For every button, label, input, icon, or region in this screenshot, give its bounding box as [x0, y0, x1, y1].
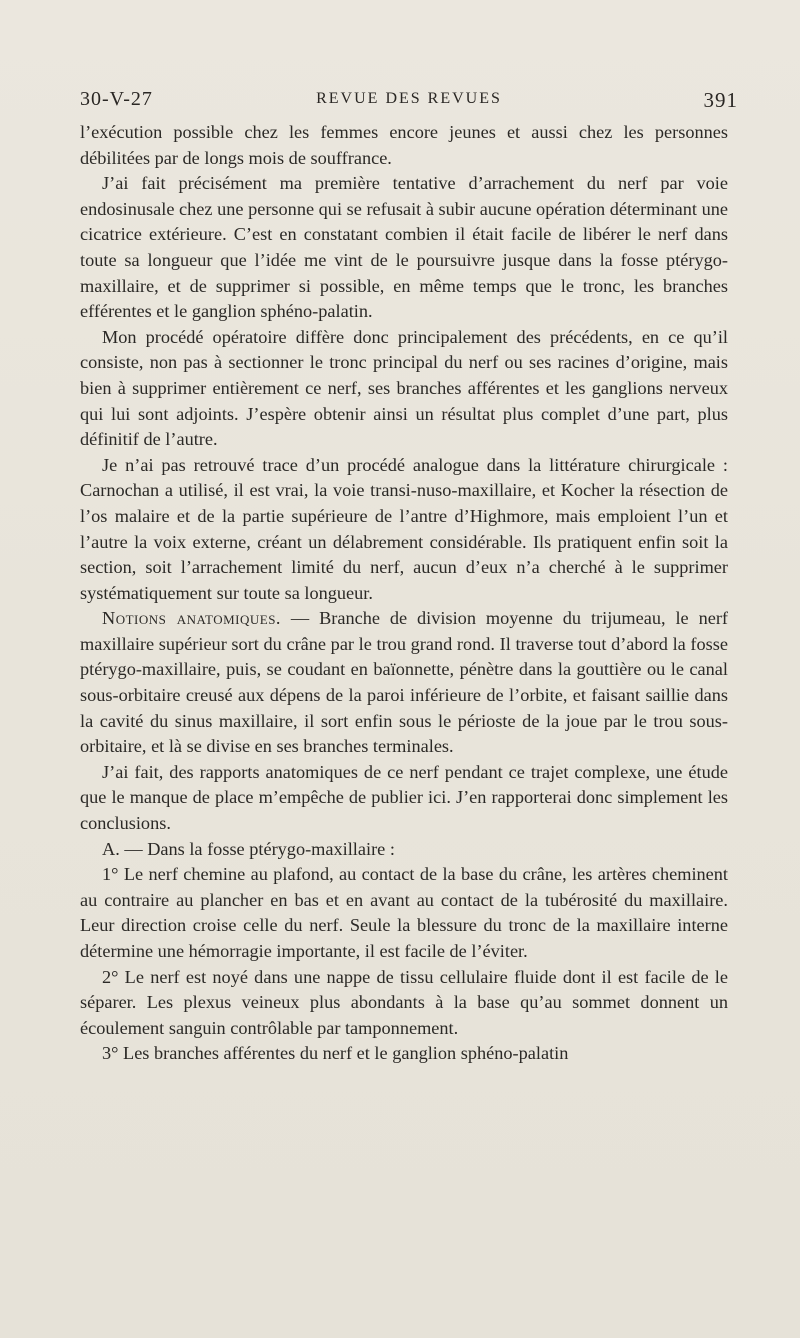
- paragraph: Je n’ai pas retrouvé trace d’un procédé analogue dans la littérature chirurgicale : Carnochan a utilisé, il est vrai, la voie transi-nuso-maxillaire, et Kocher la résection de l’os malaire et de la partie supérieure de l’antre d’Highmore, mais emploient l’un et l’autre la voix externe, créant un délabrement considérable. Ils pratiquent enfin soit la section, soit l’arrachement limité du nerf, aucun d’eux n’a cherché à le supprimer systématiquement sur toute sa longueur.: [80, 454, 728, 603]
- running-header: [80, 88, 738, 114]
- paragraph-text: — Branche de division moyenne du trijumeau, le nerf maxillaire supérieur sort du crâne par le trou grand rond. Il traverse tout d’abord la fosse ptérygo-maxillaire, puis, se coudant en baïonnette, pénètre dans la gouttière ou le canal sous-orbitaire creusé aux dépens de la paroi inférieure de l’orbite, et faisant saillie dans la cavité du sinus maxillaire, il sort enfin sous le périoste de la joue par le trou sous-orbitaire, et là se divise en ses branches terminales.: [80, 608, 728, 757]
- paragraph: 2° Le nerf est noyé dans une nappe de tissu cellulaire fluide dont il est facile de le séparer. Les plexus veineux plus abondants à la base qu’au sommet donnent un écoulement sanguin contrôlable par tamponnement.: [80, 966, 728, 1038]
- running-title: REVUE DES REVUES: [316, 90, 502, 107]
- paragraph: l’exécution possible chez les femmes encore jeunes et aussi chez les personnes débilitées par de longs mois de souffrance.: [80, 122, 728, 168]
- paragraph: 3° Les branches afférentes du nerf et le ganglion sphéno-palatin: [102, 1043, 569, 1064]
- paragraph-notions: [80, 606, 728, 760]
- body-text: [80, 120, 728, 1067]
- section-heading: Notions anatomiques.: [102, 608, 281, 629]
- paragraph: 1° Le nerf chemine au plafond, au contact de la base du crâne, les artères cheminent au contraire au plancher en bas et en avant au contact de la tubérosité du maxillaire. Leur direction croise celle du nerf. Seule la blessure du tronc de la maxillaire interne détermine une hémorragie importante, il est facile de l’éviter.: [80, 864, 728, 961]
- page-number: 391: [703, 88, 738, 112]
- issue-date: 30-V-27: [80, 88, 153, 110]
- paragraph: J’ai fait, des rapports anatomiques de ce nerf pendant ce trajet complexe, une étude que le manque de place m’empêche de publier ici. J’en rapporterai donc simplement les conclusions.: [80, 761, 728, 834]
- paragraph: Mon procédé opératoire diffère donc principalement des précédents, en ce qu’il consiste, non pas à sectionner le tronc principal du nerf ou ses racines d’origine, mais bien à supprimer entièrement ce nerf, ses branches afférentes et les ganglions nerveux qui lui sont adjoints. J’espère obtenir ainsi un résultat plus complet d’une part, plus définitif de l’autre.: [80, 326, 728, 450]
- paragraph: J’ai fait précisément ma première tentative d’arrachement du nerf par voie endosinusale chez une personne qui se refusait à subir aucune opération déterminant une cicatrice extérieure. C’est en constatant combien il était facile de libérer le nerf dans toute sa longueur que l’idée me vint de le poursuivre jusque dans la fosse ptérygo-maxillaire, et de supprimer si possible, en même temps que le tronc, les branches efférentes et le ganglion sphéno-palatin.: [80, 173, 728, 322]
- paragraph: A. — Dans la fosse ptérygo-maxillaire :: [102, 838, 395, 859]
